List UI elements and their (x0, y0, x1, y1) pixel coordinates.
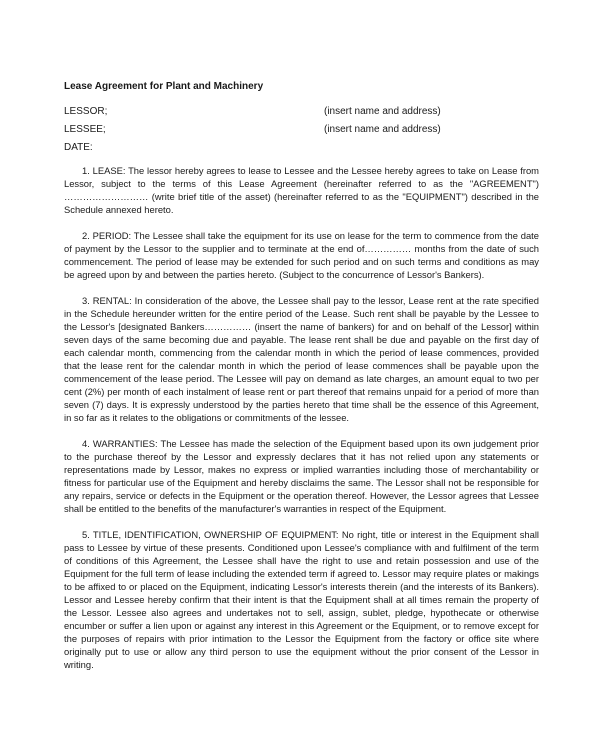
clause-period: 2. PERIOD: The Lessee shall take the equipment for its use on lease for the term to commence from the date of payment by the Lessor to the supplier and to terminate at the end of…………… months from the date of such commencement. The period of lease may be extended for such period and on such terms and conditions as may be agreed upon by and between the parties hereto. (Subject to the concurrence of Lessor's Bankers). (64, 230, 539, 280)
date-row (64, 141, 540, 154)
lessor-label: LESSOR; (64, 106, 108, 117)
lessee-row (64, 123, 540, 136)
date-label: DATE: (64, 142, 93, 153)
lessee-label: LESSEE; (64, 124, 106, 135)
clauses (64, 164, 539, 684)
lessor-row (64, 105, 540, 118)
clause-rental: 3. RENTAL: In consideration of the above, the Lessee shall pay to the lessor, Lease rent at the rate specified in the Schedule hereunder written for the entire period of the Lease. Such rent shall be payable by the Lessee to the Lessor's [designated Bankers…………… (insert the name of bankers) for and on behalf of the Lessor] within seven days of the same becoming due and payable. The lease rent shall be due and payable on the first day of each calendar month, commencing from the calendar month in which the period of lease commences, provided that the lease rent for the calendar month in which the period of lease commences shall be payable upon the commencement of the lease period. The Lessee will pay on demand as late charges, an amount equal to two per cent (2%) per month of each instalment of lease rent or part thereof that remains unpaid for a period of more than seven (7) days. It is expressly understood by the parties hereto that time shall be the essence of this Agreement, in so far as it relates to the obligations or commitments of the lessee. (64, 295, 539, 423)
clause-lease: 1. LEASE: The lessor hereby agrees to lease to Lessee and the Lessee hereby agrees to take on Lease from Lessor, subject to the terms of this Lease Agreement (hereinafter referred to as the "AGREEMENT") ……………………… (write brief title of the asset) (hereinafter referred to as the "EQUIPMENT") described in the Schedule annexed hereto. (64, 165, 539, 215)
clause-title-ownership: 5. TITLE, IDENTIFICATION, OWNERSHIP OF EQUIPMENT: No right, title or interest in the Equipment shall pass to Lessee by virtue of these presents. Conditioned upon Lessee's compliance with and fulfilment of the term of conditions of this Agreement, the Lessee shall have the right to use and retain possession and use of the Equipment for the full term of lease including the extended term if agreed to. Lessor may require plates or makings to be affixed to or placed on the Equipment, indicating Lessor's interests therein (and the interests of its Bankers). Lessor and Lessee hereby confirm that their intent is that the Equipment shall at all times remain the property of the Lessor. Lessee also agrees and undertakes not to sell, assign, sublet, pledge, hypothecate or otherwise encumber or suffer a lien upon or against any interest in this Agreement or the Equipment, or to remove except for the purposes of repairs with prior intimation to the Lessor the Equipment from the factory or office site where originally put to use or allow any third person to use the equipment without the prior consent of the Lessor in writing. (64, 529, 539, 670)
clause-warranties: 4. WARRANTIES: The Lessee has made the selection of the Equipment based upon its own judgement prior to the purchase thereof by the Lessor and expressly declares that it has not relied upon any statements or representations made by Lessor, makes no express or implied warranties including those of merchantability or fitness for particular use of the Equipment and hereby disclaims the same. The Lessor shall not be responsible for any repairs, service or defects in the Equipment or the operation thereof. However, the Lessor agrees that Lessee shall be entitled to the benefits of the manufacturer's warranties in respect of the Equipment. (64, 438, 539, 514)
lessee-value: (insert name and address) (324, 124, 441, 135)
document-title: Lease Agreement for Plant and Machinery (64, 81, 264, 92)
lessor-value: (insert name and address) (324, 106, 441, 117)
